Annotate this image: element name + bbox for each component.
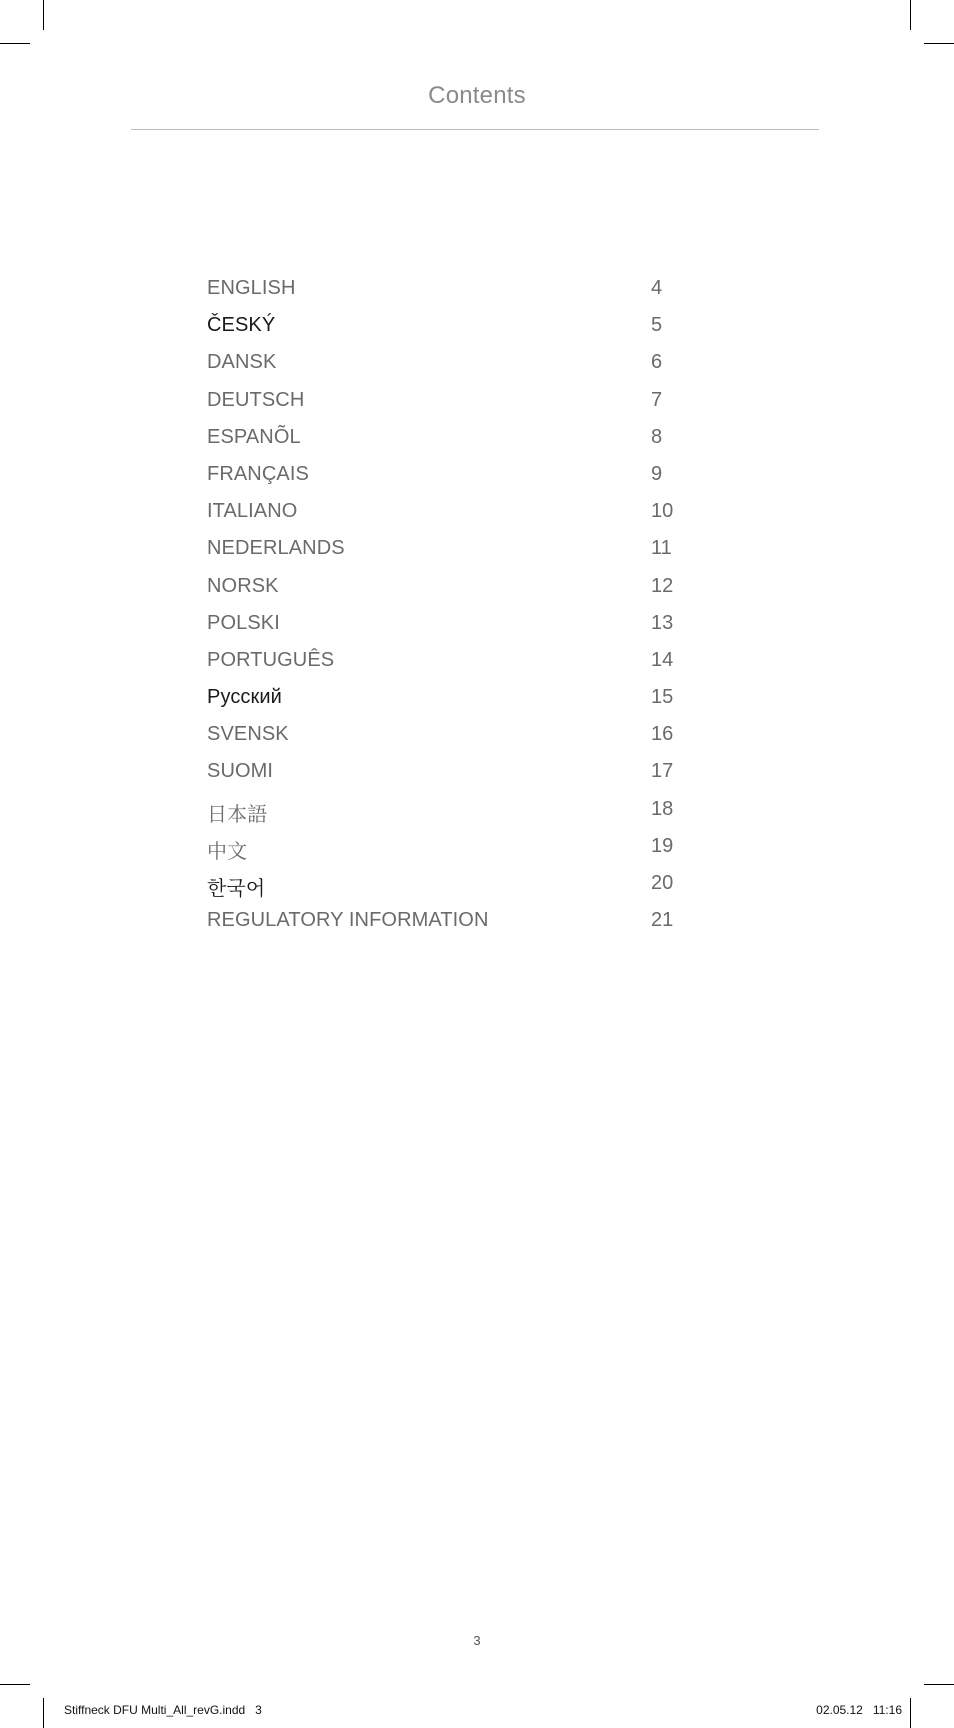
crop-mark bbox=[924, 1684, 954, 1685]
toc-entry-page: 6 bbox=[651, 351, 663, 374]
toc-entry-page: 20 bbox=[651, 872, 674, 894]
toc-entry-label: ESPANÕL bbox=[207, 425, 301, 448]
toc-entry[interactable] bbox=[207, 869, 707, 906]
toc-entry-label: FRANÇAIS bbox=[207, 462, 309, 485]
toc-entry[interactable] bbox=[207, 720, 707, 757]
page-number: 3 bbox=[473, 1633, 481, 1648]
toc-entry-label: NEDERLANDS bbox=[207, 537, 345, 560]
toc-entry-page: 17 bbox=[651, 760, 674, 783]
toc-entry-label: 日本語 bbox=[207, 803, 268, 826]
toc-entry-page: 11 bbox=[651, 537, 672, 560]
toc-entry-label: REGULATORY INFORMATION bbox=[207, 909, 489, 932]
crop-mark bbox=[0, 43, 30, 44]
print-slug-date: 02.05.12 11:16 bbox=[816, 1703, 902, 1717]
toc-entry-label: DANSK bbox=[207, 351, 277, 374]
toc-entry[interactable] bbox=[207, 646, 707, 683]
toc-entry[interactable] bbox=[207, 832, 707, 869]
toc-entry-label: 中文 bbox=[207, 840, 248, 863]
crop-mark bbox=[0, 1684, 30, 1685]
toc-entry[interactable] bbox=[207, 348, 707, 385]
header-divider bbox=[131, 129, 819, 130]
toc-entry-label: NORSK bbox=[207, 574, 279, 597]
toc-entry[interactable] bbox=[207, 274, 707, 311]
toc-entry-label: PORTUGUÊS bbox=[207, 648, 335, 671]
toc-entry-page: 10 bbox=[651, 500, 674, 523]
crop-mark bbox=[910, 1698, 911, 1728]
toc-entry[interactable] bbox=[207, 423, 707, 460]
toc-entry[interactable] bbox=[207, 386, 707, 423]
print-slug-filename: Stiffneck DFU Multi_All_revG.indd 3 bbox=[64, 1703, 262, 1717]
toc-entry[interactable] bbox=[207, 534, 707, 571]
toc-entry-page: 15 bbox=[651, 686, 674, 709]
toc-entry[interactable] bbox=[207, 572, 707, 609]
toc-entry-label: DEUTSCH bbox=[207, 388, 305, 411]
toc-entry-page: 16 bbox=[651, 723, 674, 746]
toc-entry-page: 4 bbox=[651, 277, 663, 299]
table-of-contents bbox=[207, 274, 707, 943]
toc-entry-page: 13 bbox=[651, 611, 674, 634]
toc-entry-page: 7 bbox=[651, 388, 663, 411]
toc-entry-page: 12 bbox=[651, 574, 674, 597]
toc-entry-label: 한국어 bbox=[207, 878, 266, 900]
toc-entry-label: ENGLISH bbox=[207, 277, 296, 299]
toc-entry-label: POLSKI bbox=[207, 611, 280, 634]
toc-entry-page: 5 bbox=[651, 314, 663, 337]
toc-entry-label: SUOMI bbox=[207, 760, 274, 783]
toc-entry-page: 18 bbox=[651, 797, 674, 820]
toc-entry-label: SVENSK bbox=[207, 723, 289, 746]
toc-entry-label: ČESKÝ bbox=[207, 314, 276, 337]
toc-entry-page: 19 bbox=[651, 834, 674, 857]
toc-entry[interactable] bbox=[207, 497, 707, 534]
toc-entry[interactable] bbox=[207, 757, 707, 794]
toc-entry[interactable] bbox=[207, 795, 707, 832]
toc-entry[interactable] bbox=[207, 906, 707, 943]
toc-entry-page: 9 bbox=[651, 462, 663, 485]
toc-entry-label: ITALIANO bbox=[207, 500, 298, 523]
toc-entry[interactable] bbox=[207, 683, 707, 720]
toc-entry-page: 14 bbox=[651, 648, 674, 671]
page-title: Contents bbox=[428, 82, 526, 109]
toc-entry-page: 8 bbox=[651, 425, 663, 448]
crop-mark bbox=[43, 1698, 44, 1728]
toc-entry[interactable] bbox=[207, 460, 707, 497]
crop-mark bbox=[43, 0, 44, 30]
toc-entry[interactable] bbox=[207, 311, 707, 348]
crop-mark bbox=[910, 0, 911, 30]
toc-entry[interactable] bbox=[207, 609, 707, 646]
toc-entry-label: Русский bbox=[207, 686, 282, 709]
toc-entry-page: 21 bbox=[651, 909, 674, 932]
crop-mark bbox=[924, 43, 954, 44]
